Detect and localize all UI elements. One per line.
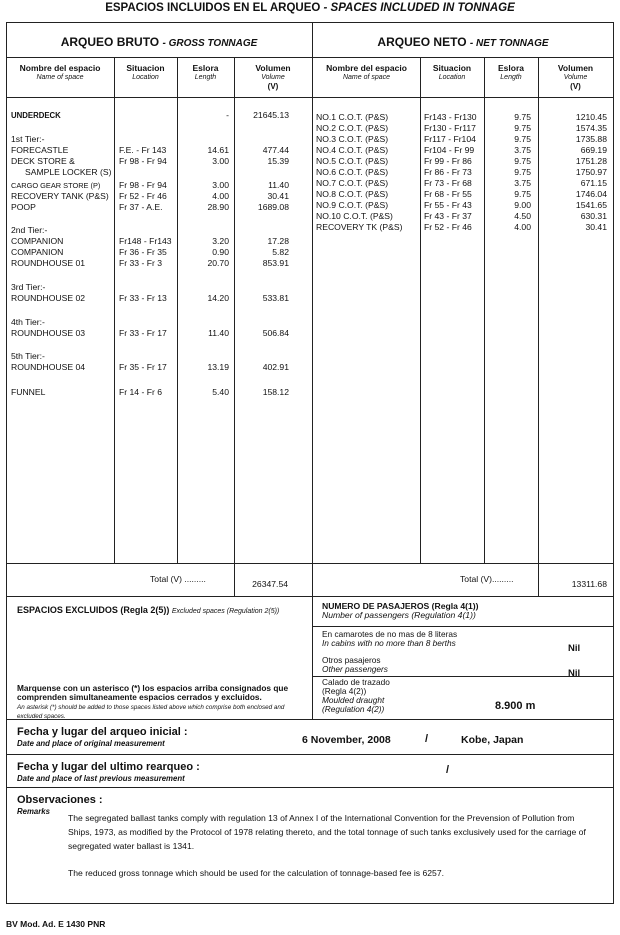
gross-tonnage-heading: ARQUEO BRUTO - GROSS TONNAGE xyxy=(60,35,258,49)
gross-cell-loc: Fr 33 - Fr 3 xyxy=(119,258,162,268)
net-cell-name: NO.5 C.O.T. (P&S) xyxy=(316,156,389,166)
net-cell-len: 9.75 xyxy=(514,123,531,133)
gross-cell-loc: F.E. - Fr 143 xyxy=(119,145,167,155)
net-cell-len: 9.75 xyxy=(514,134,531,144)
gross-cell-vol: 1689.08 xyxy=(257,202,289,212)
net-cell-len: 9.75 xyxy=(514,189,531,199)
net-cell-len: 3.75 xyxy=(514,145,531,155)
gross-cell-name: 3rd Tier:- xyxy=(11,282,46,292)
net-cell-loc: Fr104 - Fr 99 xyxy=(424,145,475,155)
net-cell-len: 9.75 xyxy=(514,156,531,166)
net-cell-len: 9.75 xyxy=(514,167,531,177)
excluded-spaces-label: ESPACIOS EXCLUIDOS (Regla 2(5)) Excluded spaces (Regulation 2(5)) xyxy=(17,605,280,615)
remarks-paragraph-1: The segregated ballast tanks comply with regulation 13 of Annex I of the International Convention for the Prevension of Pollution from Ships, 1973, as modified by the Protocol of 1978 relating thereto, and the total tonnage of such tanks exclusively used for the carriage of segregated water ballast is 1341. xyxy=(68,813,586,851)
gross-cell-vol: 506.84 xyxy=(262,328,289,338)
net-cell-vol: 1210.45 xyxy=(575,112,607,122)
gross-cell-loc: Fr 33 - Fr 17 xyxy=(119,328,167,338)
initial-measurement-place: Kobe, Japan xyxy=(461,734,524,746)
net-cell-vol: 1574.35 xyxy=(575,123,607,133)
net-cell-loc: Fr 55 - Fr 43 xyxy=(424,200,472,210)
gross-cell-len: 0.90 xyxy=(212,247,229,257)
gross-cell-vol: 853.91 xyxy=(262,258,289,268)
last-measurement-label: Fecha y lugar del ultimo rearqueo : Date and place of last previous measurement xyxy=(17,761,200,783)
gross-cell-name: 4th Tier:- xyxy=(11,317,45,327)
net-cell-name: NO.3 C.O.T. (P&S) xyxy=(316,134,389,144)
gross-col-name: Nombre del espacio Name of space xyxy=(19,63,101,81)
net-cell-name: NO.7 C.O.T. (P&S) xyxy=(316,178,389,188)
net-cell-name: NO.10 C.O.T. (P&S) xyxy=(316,211,393,221)
net-cell-loc: Fr 43 - Fr 37 xyxy=(424,211,472,221)
gross-cell-len: 3.20 xyxy=(212,236,229,246)
gross-cell-len: 4.00 xyxy=(212,191,229,201)
gross-cell-len: 5.40 xyxy=(212,387,229,397)
gross-cell-loc: Fr148 - Fr143 xyxy=(119,236,172,246)
gross-cell-len: 11.40 xyxy=(208,328,229,338)
gross-cell-name: 2nd Tier:- xyxy=(11,225,48,235)
gross-cell-len: 3.00 xyxy=(212,180,229,190)
net-cell-name: NO.1 C.O.T. (P&S) xyxy=(316,112,389,122)
gross-cell-name: ROUNDHOUSE 04 xyxy=(11,362,86,372)
passengers-cabins-value: Nil xyxy=(568,643,581,654)
gross-cell-len: - xyxy=(226,110,229,120)
gross-cell-vol: 11.40 xyxy=(268,180,289,190)
gross-cell-name: ROUNDHOUSE 03 xyxy=(11,328,86,338)
net-col-name: Nombre del espacio Name of space xyxy=(326,63,407,81)
gross-cell-vol: 5.82 xyxy=(272,247,289,257)
gross-cell-loc: Fr 14 - Fr 6 xyxy=(119,387,162,397)
net-cell-vol: 1735.88 xyxy=(575,134,607,144)
gross-cell-len: 14.20 xyxy=(207,293,229,303)
net-cell-name: NO.4 C.O.T. (P&S) xyxy=(316,145,389,155)
gross-cell-name: COMPANION xyxy=(11,247,64,257)
gross-cell-len: 3.00 xyxy=(212,156,229,166)
last-measurement-separator: / xyxy=(446,764,450,776)
remarks-paragraph-2: The reduced gross tonnage which should be used for the calculation of tonnage-based fee is 6257. xyxy=(68,868,444,878)
gross-cell-vol: 30.41 xyxy=(267,191,289,201)
gross-cell-name: UNDERDECK xyxy=(11,111,61,120)
net-col-location: Situacion Location xyxy=(432,63,472,81)
gross-cell-loc: Fr 98 - Fr 94 xyxy=(119,156,167,166)
gross-col-volume: Volumen Volume (V) xyxy=(255,63,291,91)
gross-cell-name: SAMPLE LOCKER (S) xyxy=(25,167,112,177)
gross-cell-vol: 21645.13 xyxy=(253,110,289,120)
passengers-cabins-label: En camarotes de no mas de 8 literas In cabins with no more than 8 berths xyxy=(322,629,458,648)
gross-cell-name: FORECASTLE xyxy=(11,145,69,155)
draught-value: 8.900 m xyxy=(495,700,536,712)
net-cell-len: 4.00 xyxy=(514,222,531,232)
gross-total-label: Total (V) ......... xyxy=(150,574,206,584)
net-cell-vol: 630.31 xyxy=(580,211,607,221)
net-cell-loc: Fr143 - Fr130 xyxy=(424,112,477,122)
gross-cell-loc: Fr 98 - Fr 94 xyxy=(119,180,167,190)
passengers-other-value: Nil xyxy=(568,668,581,679)
gross-total-value: 26347.54 xyxy=(252,579,288,589)
gross-cell-vol: 402.91 xyxy=(262,362,289,372)
net-cell-vol: 669.19 xyxy=(580,145,607,155)
initial-measurement-label: Fecha y lugar del arqueo inicial : Date and place of original measurement xyxy=(17,726,188,748)
net-cell-name: NO.8 C.O.T. (P&S) xyxy=(316,189,389,199)
gross-cell-vol: 477.44 xyxy=(262,145,289,155)
net-cell-name: NO.6 C.O.T. (P&S) xyxy=(316,167,389,177)
gross-cell-loc: Fr 33 - Fr 13 xyxy=(119,293,167,303)
net-cell-loc: Fr 52 - Fr 46 xyxy=(424,222,472,232)
gross-cell-vol: 17.28 xyxy=(267,236,289,246)
asterisk-note: Marquense con un asterisco (*) los espacios arriba consignados que comprenden simultaneamente espacios cerrados y excluidos. An asterisk (*) should be added to those spaces listed above which comprise both enclosed and excluded spaces. xyxy=(17,683,289,720)
gross-cell-len: 20.70 xyxy=(207,258,229,268)
net-col-volume: Volumen Volume (V) xyxy=(557,63,594,91)
gross-cell-name: DECK STORE & xyxy=(11,156,75,166)
net-cell-loc: Fr 68 - Fr 55 xyxy=(424,189,472,199)
gross-cell-loc: Fr 37 - A.E. xyxy=(119,202,163,212)
net-cell-vol: 30.41 xyxy=(585,222,607,232)
gross-cell-vol: 533.81 xyxy=(262,293,289,303)
net-cell-vol: 1746.04 xyxy=(575,189,607,199)
gross-cell-name: ROUNDHOUSE 02 xyxy=(11,293,86,303)
gross-col-length: Eslora Length xyxy=(192,63,219,81)
net-total-value: 13311.68 xyxy=(571,579,607,589)
net-total-label: Total (V)......... xyxy=(460,574,514,584)
net-cell-vol: 1541.65 xyxy=(575,200,607,210)
remarks-label: Observaciones : Remarks xyxy=(17,794,103,816)
net-cell-vol: 1751.28 xyxy=(575,156,607,166)
gross-col-location: Situacion Location xyxy=(126,63,165,81)
net-cell-name: NO.2 C.O.T. (P&S) xyxy=(316,123,389,133)
gross-cell-name: COMPANION xyxy=(11,236,64,246)
net-col-length: Eslora Length xyxy=(498,63,524,81)
gross-cell-name: CARGO GEAR STORE (P) xyxy=(11,181,101,190)
net-cell-name: RECOVERY TK (P&S) xyxy=(316,222,403,232)
net-cell-name: NO.9 C.O.T. (P&S) xyxy=(316,200,389,210)
gross-cell-name: 1st Tier:- xyxy=(11,134,45,144)
gross-cell-name: FUNNEL xyxy=(11,387,46,397)
gross-cell-vol: 15.39 xyxy=(267,156,289,166)
gross-cell-name: 5th Tier:- xyxy=(11,351,45,361)
net-cell-vol: 671.15 xyxy=(580,178,607,188)
gross-cell-name: RECOVERY TANK (P&S) xyxy=(11,191,109,201)
initial-measurement-separator: / xyxy=(425,733,429,745)
gross-cell-loc: Fr 52 - Fr 46 xyxy=(119,191,167,201)
passengers-label: NUMERO DE PASAJEROS (Regla 4(1)) Number of passengers (Regulation 4(1)) xyxy=(322,601,479,620)
net-cell-loc: Fr 86 - Fr 73 xyxy=(424,167,472,177)
gross-cell-name: POOP xyxy=(11,202,36,212)
net-cell-len: 9.75 xyxy=(514,112,531,122)
form-code: BV Mod. Ad. E 1430 PNR xyxy=(6,919,106,929)
net-cell-loc: Fr130 - Fr117 xyxy=(424,123,476,133)
gross-cell-len: 13.19 xyxy=(207,362,229,372)
gross-cell-name: ROUNDHOUSE 01 xyxy=(11,258,86,268)
page-title: ESPACIOS INCLUIDOS EN EL ARQUEO - SPACES INCLUDED IN TONNAGE xyxy=(105,2,515,14)
gross-cell-len: 28.90 xyxy=(207,202,229,212)
net-cell-vol: 1750.97 xyxy=(575,167,607,177)
gross-cell-loc: Fr 35 - Fr 17 xyxy=(119,362,167,372)
net-cell-len: 9.00 xyxy=(514,200,531,210)
net-cell-loc: Fr 99 - Fr 86 xyxy=(424,156,472,166)
draught-label: Calado de trazado (Regla 4(2)) Moulded draught (Regulation 4(2)) xyxy=(322,677,390,714)
gross-cell-loc: Fr 36 - Fr 35 xyxy=(119,247,167,257)
initial-measurement-date: 6 November, 2008 xyxy=(302,734,391,746)
net-cell-loc: Fr117 - Fr104 xyxy=(424,134,476,144)
passengers-other-label: Otros pasajeros Other passengers xyxy=(322,655,388,674)
net-cell-loc: Fr 73 - Fr 68 xyxy=(424,178,472,188)
net-cell-len: 3.75 xyxy=(514,178,531,188)
gross-cell-vol: 158.12 xyxy=(262,387,289,397)
net-tonnage-heading: ARQUEO NETO - NET TONNAGE xyxy=(377,35,549,49)
net-cell-len: 4.50 xyxy=(514,211,531,221)
gross-cell-len: 14.61 xyxy=(207,145,229,155)
